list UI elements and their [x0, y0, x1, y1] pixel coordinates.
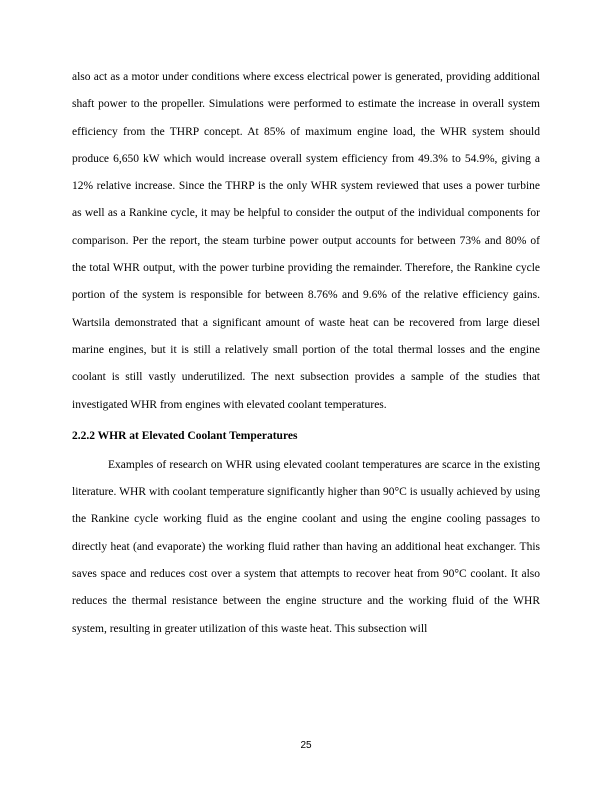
section-heading: 2.2.2 WHR at Elevated Coolant Temperatures: [72, 429, 298, 442]
paragraph-continued: also act as a motor under conditions where excess electrical power is generated, providing additional shaft power to the propeller. Simulations were performed to estimate the increase in overall system efficiency from the THRP concept. At 85% of maximum engine load, the WHR system should produce 6,650 kW which would increase overall system efficiency from 49.3% to 54.9%, giving a 12% relative increase. Since the THRP is the only WHR system reviewed that uses a power turbine as well as a Rankine cycle, it may be helpful to consider the output of the individual components for comparison. Per the report, the steam turbine power output accounts for between 73% and 80% of the total WHR output, with the power turbine providing the remainder. Therefore, the Rankine cycle portion of the system is responsible for between 8.76% and 9.6% of the relative efficiency gains. Wartsila demonstrated that a significant amount of waste heat can be recovered from large diesel marine engines, but it is still a relatively small portion of the total thermal losses and the engine coolant is still vastly underutilized. The next subsection provides a sample of the studies that investigated WHR from engines with elevated coolant temperatures.: [72, 71, 540, 411]
page-number: 25: [300, 740, 312, 751]
body-text: [72, 64, 540, 643]
paragraph-elevated-coolant: Examples of research on WHR using elevated coolant temperatures are scarce in the existing literature. WHR with coolant temperature significantly higher than 90°C is usually achieved by using the Rankine cycle working fluid as the engine coolant and using the engine cooling passages to directly heat (and evaporate) the working fluid rather than having an additional heat exchanger. This saves space and reduces cost over a system that attempts to recover heat from 90°C coolant. It also reduces the thermal resistance between the engine structure and the working fluid of the WHR system, resulting in greater utilization of this waste heat. This subsection will: [72, 458, 540, 635]
